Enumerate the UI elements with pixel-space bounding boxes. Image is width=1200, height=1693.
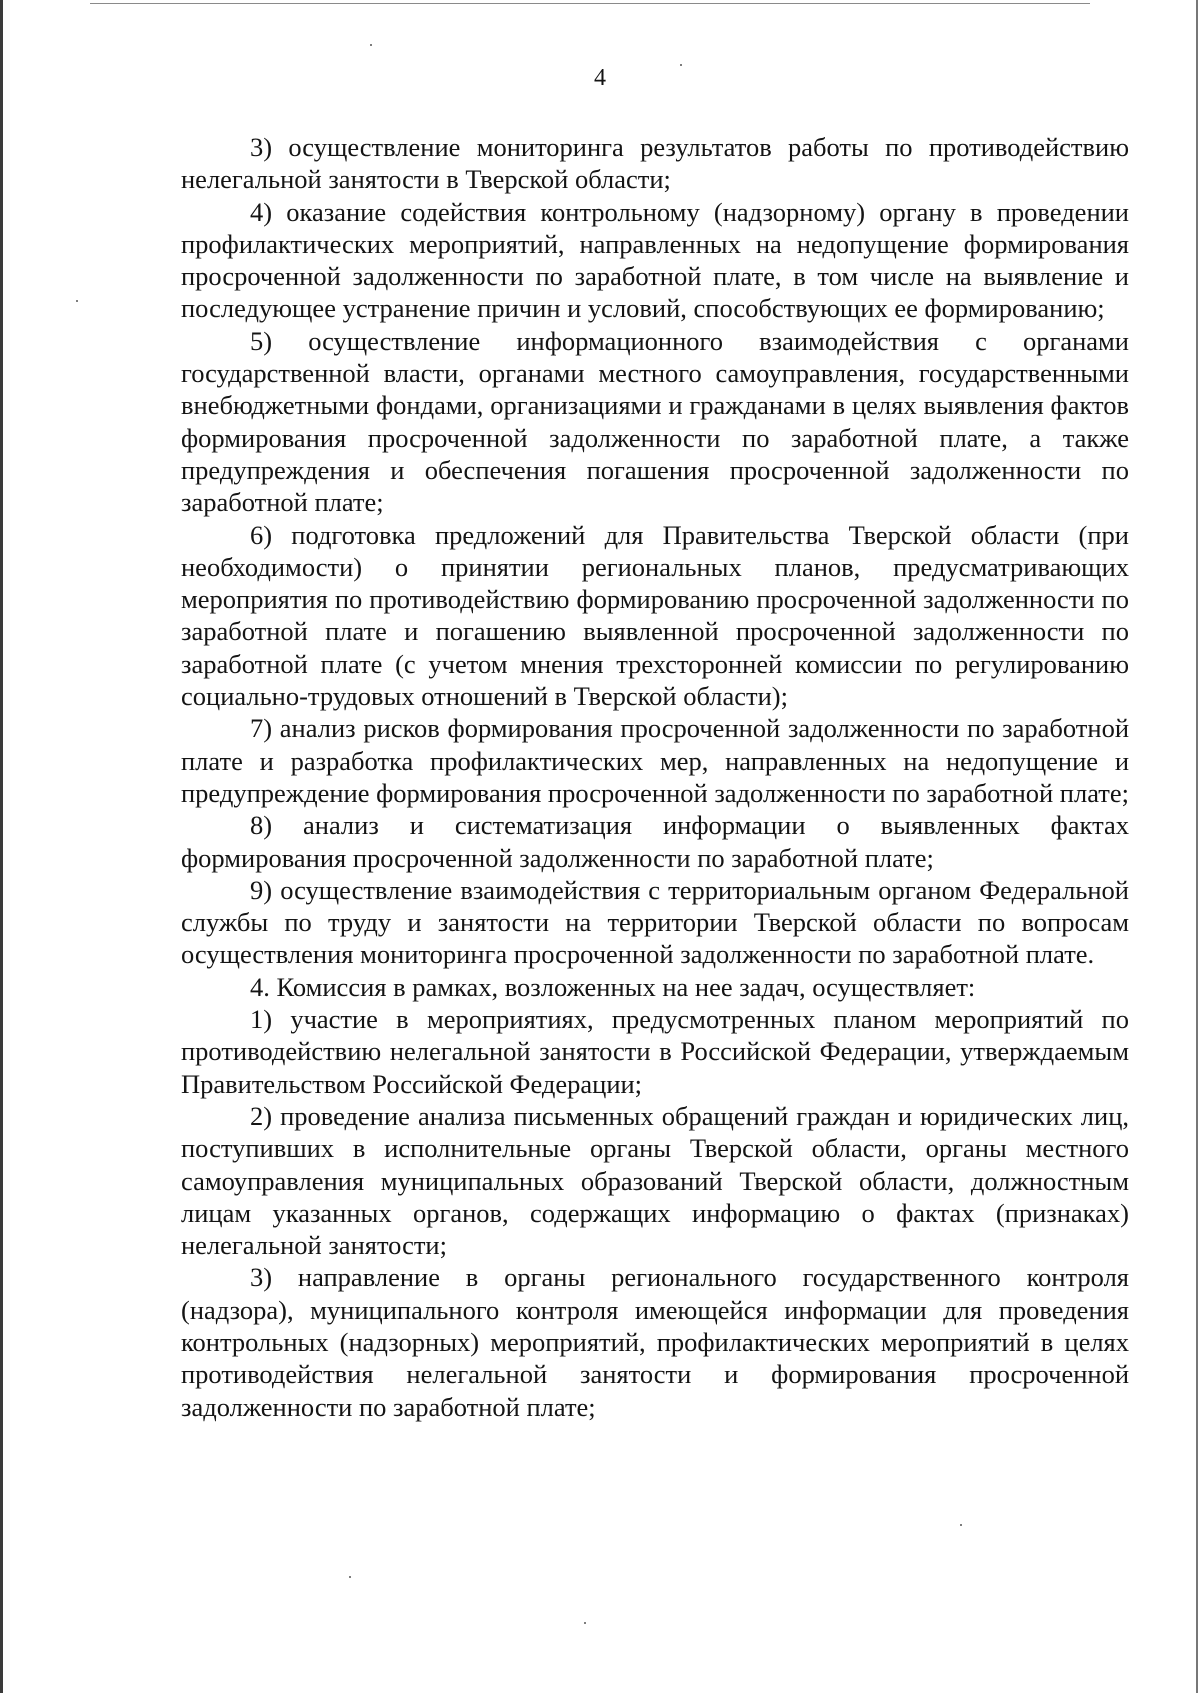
paragraph: 3) осуществление мониторинга результатов работы по противодействию нелегальной занятости в Тверской области;: [181, 132, 1129, 195]
paragraph: 1) участие в мероприятиях, предусмотренных планом мероприятий по противодействию нелегальной занятости в Российской Федерации, утверждаемым Правительством Российской Федерации;: [181, 1004, 1129, 1099]
scan-speck: [960, 1524, 962, 1526]
paragraph: 5) осуществление информационного взаимодействия с органами государственной власти, органами местного самоуправления, государственными внебюджетными фондами, организациями и гражданами в целях выявления фактов формирования просроченной задолженности по заработной плате, а также предупреждения и обеспечения погашения просроченной задолженности по заработной плате;: [181, 325, 1129, 518]
scan-edge-top: [90, 3, 1090, 4]
paragraph: 4. Комиссия в рамках, возложенных на нее задач, осуществляет:: [250, 971, 976, 1002]
paragraph: 8) анализ и систематизация информации о выявленных фактах формирования просроченной задолженности по заработной плате;: [181, 810, 1129, 873]
paragraph: 9) осуществление взаимодействия с территориальным органом Федеральной службы по труду и занятости на территории Тверской области по вопросам осуществления мониторинга просроченной задолженности по заработной плате.: [181, 874, 1129, 970]
paragraph: 3) направление в органы регионального государственного контроля (надзора), муниципального контроля имеющейся информации для проведения контрольных (надзорных) мероприятий, профилактических мероприятий в целях противодействия нелегальной занятости и формирования просроченной задолженности по заработной плате;: [181, 1262, 1129, 1422]
scan-speck: [370, 44, 372, 46]
paragraph: 7) анализ рисков формирования просроченной задолженности по заработной плате и разработка профилактических мер, направленных на недопущение и предупреждение формирования просроченной задолженности по заработной плате;: [181, 713, 1129, 808]
scan-speck: [76, 300, 78, 302]
paragraph: 6) подготовка предложений для Правительства Тверской области (при необходимости) о принятии региональных планов, предусматривающих мероприятия по противодействию формированию просроченной задолженности по заработной плате и погашению выявленной просроченной задолженности по заработной плате (с учетом мнения трехсторонней комиссии по регулированию социально-трудовых отношений в Тверской области);: [181, 519, 1129, 712]
scan-edge-left: [0, 0, 3, 1693]
scan-speck: [349, 1576, 351, 1578]
document-body: [181, 131, 1129, 1423]
paragraph: 2) проведение анализа письменных обращений граждан и юридических лиц, поступивших в исполнительные органы Тверской области, органы местного самоуправления муниципальных образований Тверской области, должностным лицам указанных органов, содержащих информацию о фактах (признаках) нелегальной занятости;: [181, 1100, 1129, 1261]
scan-speck: [584, 1622, 586, 1624]
paragraph: 4) оказание содействия контрольному (надзорному) органу в проведении профилактических мероприятий, направленных на недопущение формирования просроченной задолженности по заработной плате, в том числе на выявление и последующее устранение причин и условий, способствующих ее формированию;: [181, 196, 1129, 324]
page-number: 4: [594, 65, 606, 91]
scan-edge-right: [1196, 0, 1198, 1693]
